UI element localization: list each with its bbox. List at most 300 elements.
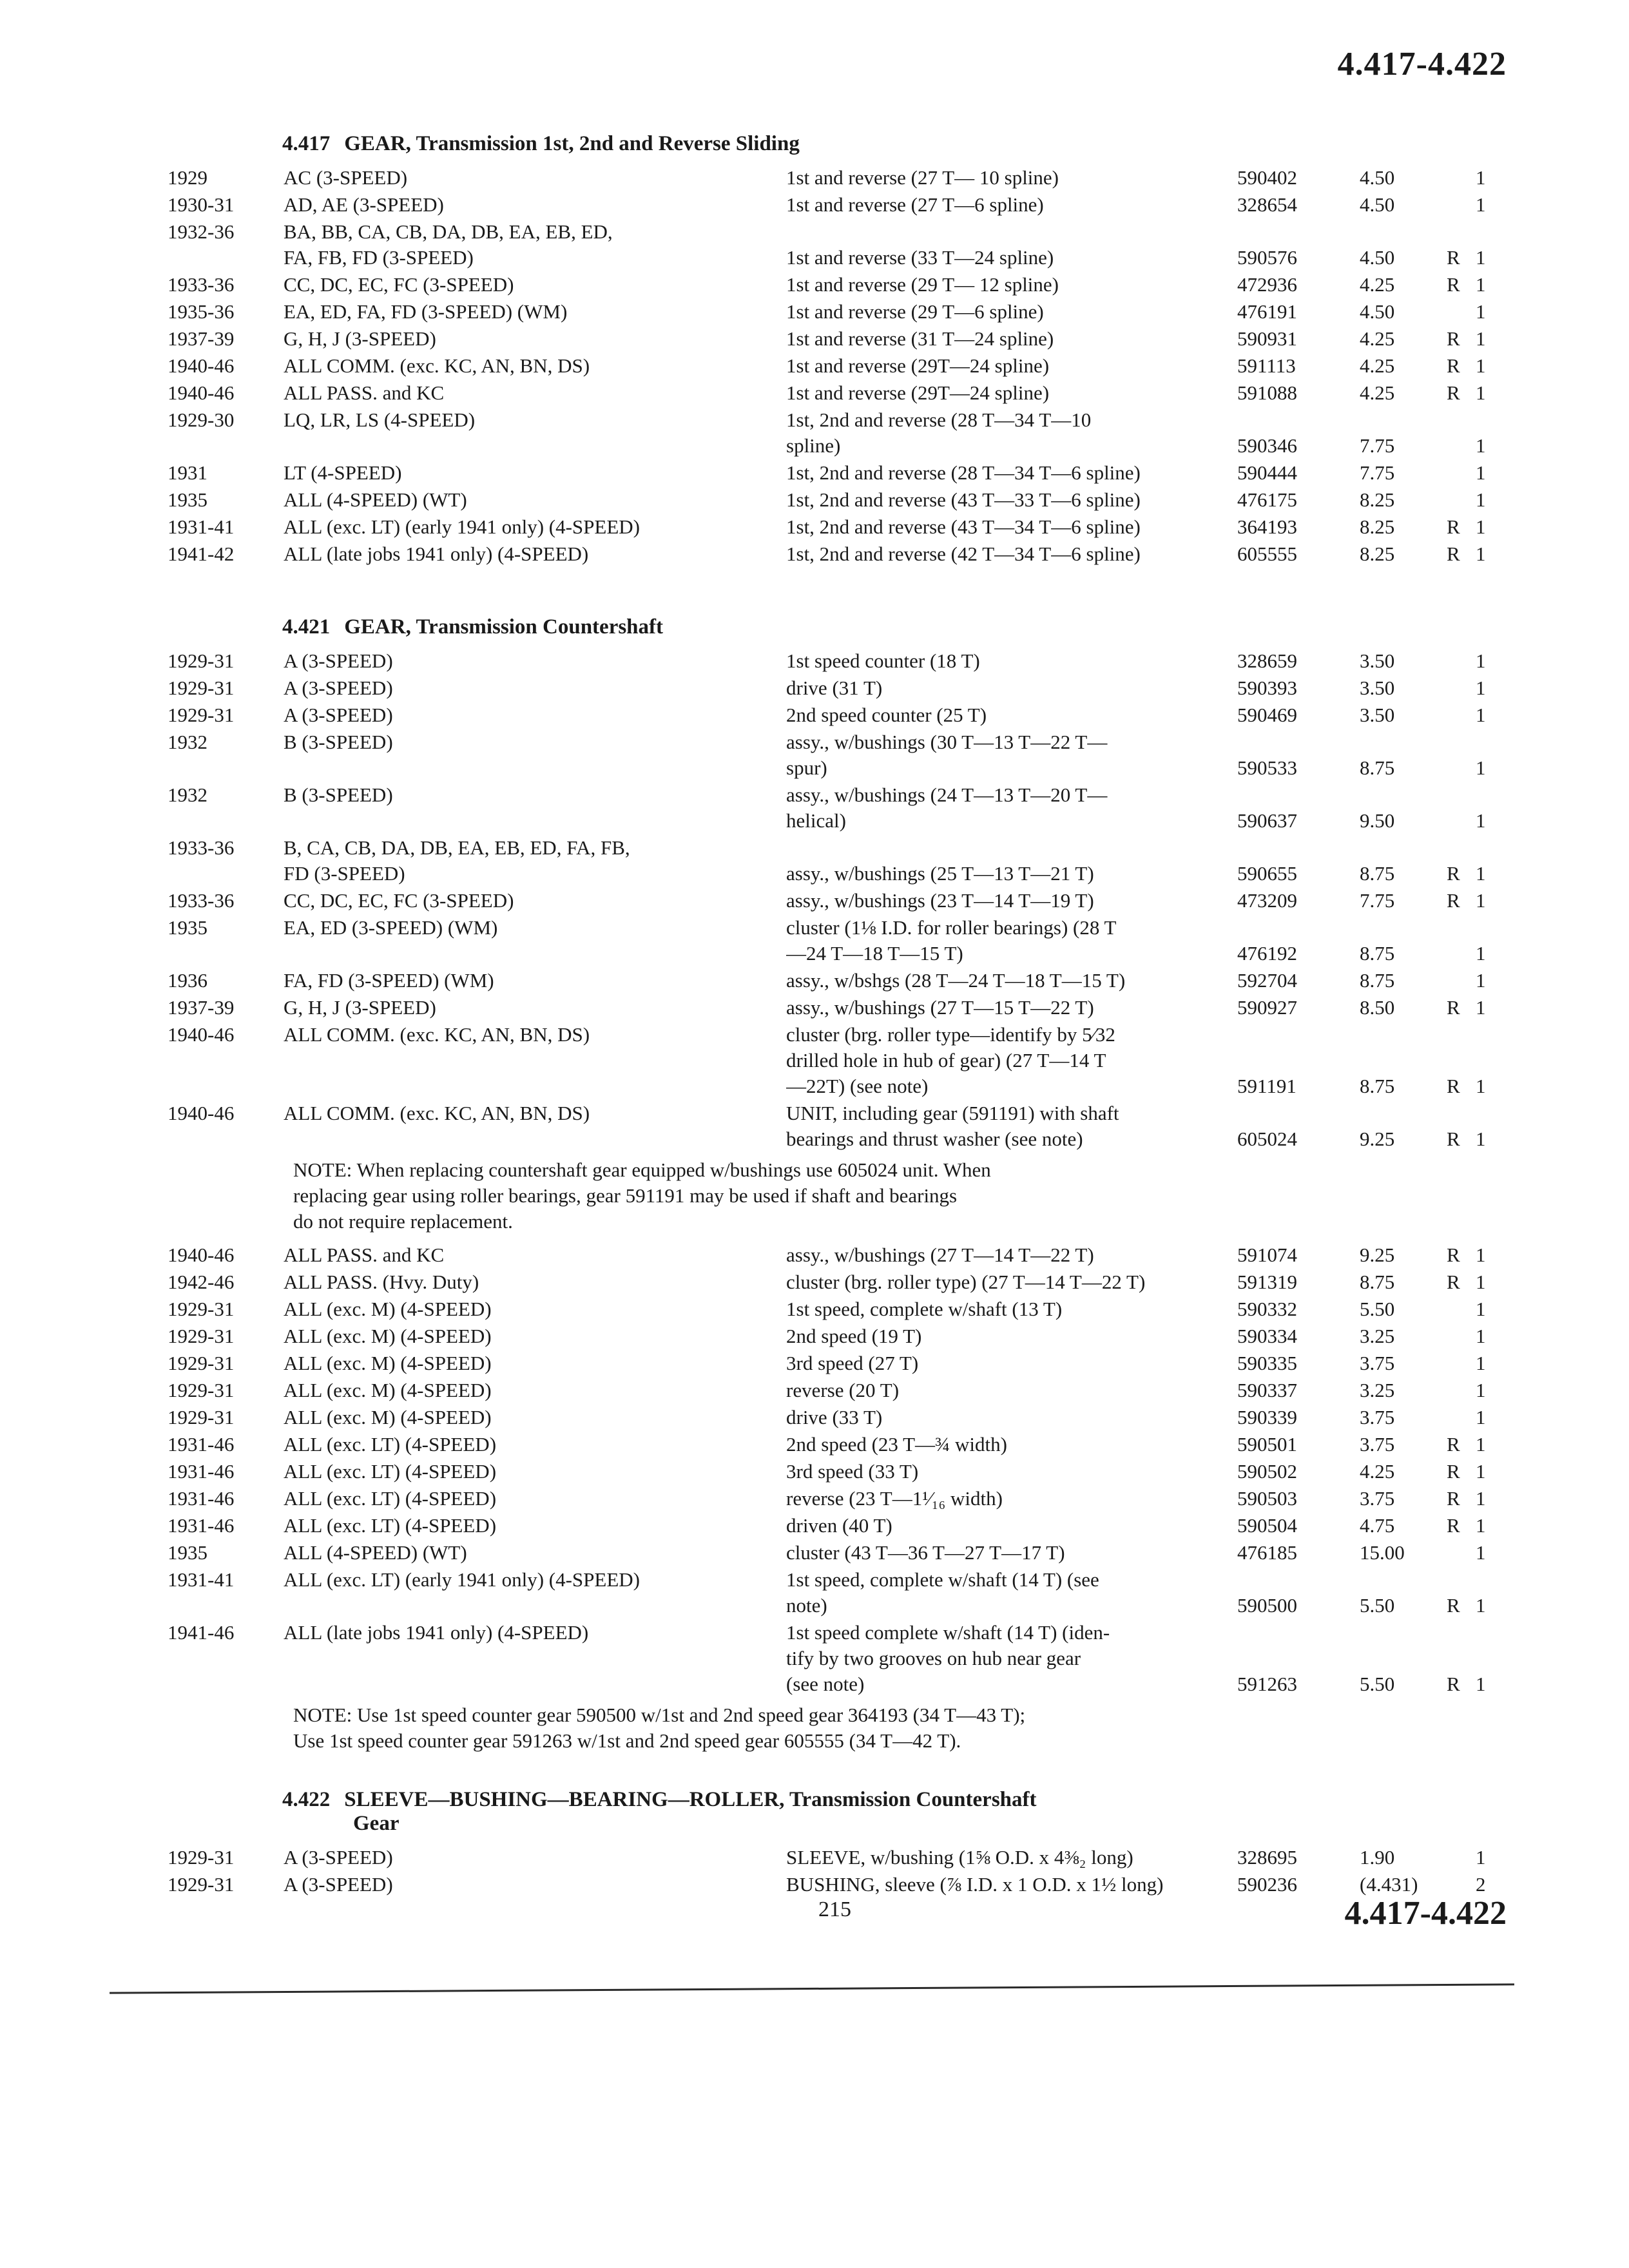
section-4-422 bbox=[168, 1788, 1534, 1899]
price-cell: 4.50 bbox=[1360, 193, 1395, 216]
part-number-cell: 590927 bbox=[1237, 996, 1297, 1019]
price-cell: 8.75 bbox=[1360, 942, 1395, 965]
description-cell: 1st, 2nd and reverse (42 T—34 T—6 spline) bbox=[786, 543, 1141, 565]
price-cell: 9.25 bbox=[1360, 1244, 1395, 1266]
model-cell: B, CA, CB, DA, DB, EA, EB, ED, FA, FB, FD (3-SPEED) bbox=[284, 836, 630, 885]
quantity-cell: 1 bbox=[1476, 381, 1486, 404]
quantity-cell: 2 bbox=[1476, 1873, 1486, 1896]
replacement-flag-cell: R bbox=[1447, 1271, 1460, 1293]
price-cell: 3.50 bbox=[1360, 649, 1395, 672]
part-number-cell: 590533 bbox=[1237, 756, 1297, 779]
model-cell: ALL (exc. LT) (4-SPEED) bbox=[284, 1433, 497, 1456]
description-cell: 1st and reverse (27 T—6 spline) bbox=[786, 193, 1044, 216]
year-cell: 1929-31 bbox=[168, 704, 235, 726]
part-number-cell: 473209 bbox=[1237, 889, 1297, 912]
table-row bbox=[168, 1022, 1534, 1100]
table-row bbox=[168, 1540, 1534, 1567]
year-cell: 1932-36 bbox=[168, 220, 235, 243]
price-cell: (4.431) bbox=[1360, 1873, 1418, 1896]
quantity-cell: 1 bbox=[1476, 889, 1486, 912]
description-cell: assy., w/bshgs (28 T—24 T—18 T—15 T) bbox=[786, 969, 1126, 992]
description-cell: 1st and reverse (31 T—24 spline) bbox=[786, 327, 1054, 350]
price-cell: 8.75 bbox=[1360, 1075, 1395, 1097]
year-cell: 1929-31 bbox=[168, 1873, 235, 1896]
part-number-cell: 328695 bbox=[1237, 1846, 1297, 1869]
price-cell: 3.50 bbox=[1360, 704, 1395, 726]
table-row bbox=[168, 380, 1534, 407]
table-row bbox=[168, 1459, 1534, 1486]
model-cell: AC (3-SPEED) bbox=[284, 166, 408, 189]
description-cell: 1st, 2nd and reverse (28 T—34 T—6 spline) bbox=[786, 461, 1141, 484]
quantity-cell: 1 bbox=[1476, 704, 1486, 726]
price-cell: 3.25 bbox=[1360, 1379, 1395, 1401]
table-row bbox=[168, 192, 1534, 219]
model-cell: A (3-SPEED) bbox=[284, 677, 393, 699]
part-number-cell: 590337 bbox=[1237, 1379, 1297, 1401]
section-heading: SLEEVE—BUSHING—BEARING—ROLLER, Transmission Countershaft bbox=[344, 1788, 1037, 1811]
quantity-cell: 1 bbox=[1476, 246, 1486, 269]
year-cell: 1941-42 bbox=[168, 543, 235, 565]
quantity-cell: 1 bbox=[1476, 434, 1486, 457]
model-cell: A (3-SPEED) bbox=[284, 1873, 393, 1896]
model-cell: ALL PASS. and KC bbox=[284, 381, 445, 404]
section-number: 4.417 bbox=[282, 132, 331, 155]
year-cell: 1935 bbox=[168, 916, 207, 939]
price-cell: 7.75 bbox=[1360, 461, 1395, 484]
price-cell: 8.25 bbox=[1360, 488, 1395, 511]
table-row bbox=[168, 487, 1534, 514]
price-cell: 4.25 bbox=[1360, 381, 1395, 404]
description-cell: drive (31 T) bbox=[786, 677, 883, 699]
page-footer-code: 4.417-4.422 bbox=[1344, 1895, 1507, 1932]
table-row bbox=[168, 1350, 1534, 1378]
page-header-code: 4.417-4.422 bbox=[1337, 46, 1507, 82]
quantity-cell: 1 bbox=[1476, 1325, 1486, 1347]
table-row bbox=[168, 995, 1534, 1022]
replacement-flag-cell: R bbox=[1447, 1460, 1460, 1483]
year-cell: 1931-46 bbox=[168, 1433, 235, 1456]
quantity-cell: 1 bbox=[1476, 354, 1486, 377]
note: NOTE: Use 1st speed counter gear 590500 w/1st and 2nd speed gear 364193 (34 T—43 T); Use 1st speed counter gear 591263 w/1st and 2nd speed gear 605555 (34 T—42 T). bbox=[293, 1704, 1026, 1752]
part-number-cell: 590637 bbox=[1237, 809, 1297, 832]
price-cell: 8.75 bbox=[1360, 862, 1395, 885]
model-cell: CC, DC, EC, FC (3-SPEED) bbox=[284, 889, 514, 912]
quantity-cell: 1 bbox=[1476, 942, 1486, 965]
model-cell: ALL PASS. and KC bbox=[284, 1244, 445, 1266]
model-cell: ALL (exc. M) (4-SPEED) bbox=[284, 1325, 492, 1347]
description-cell: 1st speed, complete w/shaft (13 T) bbox=[786, 1298, 1063, 1320]
part-number-cell: 476191 bbox=[1237, 300, 1297, 323]
model-cell: ALL (exc. LT) (4-SPEED) bbox=[284, 1514, 497, 1537]
replacement-flag-cell: R bbox=[1447, 1594, 1460, 1617]
replacement-flag-cell: R bbox=[1447, 1514, 1460, 1537]
description-cell: 1st and reverse (27 T— 10 spline) bbox=[786, 166, 1059, 189]
part-number-cell: 591319 bbox=[1237, 1271, 1297, 1293]
model-cell: EA, ED (3-SPEED) (WM) bbox=[284, 916, 498, 939]
replacement-flag-cell: R bbox=[1447, 1075, 1460, 1097]
description-cell: driven (40 T) bbox=[786, 1514, 892, 1537]
year-cell: 1932 bbox=[168, 783, 207, 806]
part-number-cell: 591191 bbox=[1237, 1075, 1296, 1097]
section-title bbox=[282, 132, 1534, 156]
section-title bbox=[282, 1788, 1534, 1836]
year-cell: 1931-46 bbox=[168, 1460, 235, 1483]
description-cell: 2nd speed (23 T—¾ width) bbox=[786, 1433, 1007, 1456]
replacement-flag-cell: R bbox=[1447, 246, 1460, 269]
note: NOTE: When replacing countershaft gear equipped w/bushings use 605024 unit. When replacing gear using roller bearings, gear 591191 may be used if shaft and bearings do not require replacement. bbox=[293, 1158, 991, 1233]
table-row bbox=[168, 1323, 1534, 1350]
description-cell: SLEEVE, w/bushing (1⅝ O.D. x 4⅜₂ long) bbox=[786, 1846, 1133, 1869]
part-number-cell: 328654 bbox=[1237, 193, 1297, 216]
price-cell: 15.00 bbox=[1360, 1541, 1405, 1564]
replacement-flag-cell: R bbox=[1447, 515, 1460, 538]
quantity-cell: 1 bbox=[1476, 756, 1486, 779]
model-cell: LQ, LR, LS (4-SPEED) bbox=[284, 408, 476, 431]
description-cell: cluster (brg. roller type—identify by 5⁄32 drilled hole in hub of gear) (27 T—14 T —22T) (see note) bbox=[786, 1023, 1115, 1097]
table-row bbox=[168, 702, 1534, 729]
table-row bbox=[168, 648, 1534, 675]
model-cell: ALL (4-SPEED) (WT) bbox=[284, 488, 467, 511]
replacement-flag-cell: R bbox=[1447, 354, 1460, 377]
model-cell: ALL COMM. (exc. KC, AN, BN, DS) bbox=[284, 1023, 590, 1046]
replacement-flag-cell: R bbox=[1447, 381, 1460, 404]
table-row bbox=[168, 1242, 1534, 1269]
price-cell: 5.50 bbox=[1360, 1298, 1395, 1320]
part-number-cell: 592704 bbox=[1237, 969, 1297, 992]
quantity-cell: 1 bbox=[1476, 300, 1486, 323]
part-number-cell: 590501 bbox=[1237, 1433, 1297, 1456]
price-cell: 1.90 bbox=[1360, 1846, 1395, 1869]
model-cell: A (3-SPEED) bbox=[284, 704, 393, 726]
model-cell: FA, FD (3-SPEED) (WM) bbox=[284, 969, 494, 992]
model-cell: ALL COMM. (exc. KC, AN, BN, DS) bbox=[284, 354, 590, 377]
price-cell: 8.25 bbox=[1360, 515, 1395, 538]
price-cell: 8.25 bbox=[1360, 543, 1395, 565]
quantity-cell: 1 bbox=[1476, 1594, 1486, 1617]
part-number-cell: 476185 bbox=[1237, 1541, 1297, 1564]
model-cell: B (3-SPEED) bbox=[284, 731, 393, 753]
model-cell: ALL (exc. LT) (early 1941 only) (4-SPEED) bbox=[284, 515, 640, 538]
model-cell: ALL (exc. LT) (early 1941 only) (4-SPEED) bbox=[284, 1568, 640, 1591]
quantity-cell: 1 bbox=[1476, 1128, 1486, 1150]
model-cell: ALL (exc. M) (4-SPEED) bbox=[284, 1352, 492, 1374]
year-cell: 1940-46 bbox=[168, 1102, 235, 1124]
table-row bbox=[168, 514, 1534, 541]
model-cell: ALL (exc. M) (4-SPEED) bbox=[284, 1298, 492, 1320]
price-cell: 7.75 bbox=[1360, 434, 1395, 457]
model-cell: BA, BB, CA, CB, DA, DB, EA, EB, ED, FA, FB, FD (3-SPEED) bbox=[284, 220, 613, 269]
part-number-cell: 590236 bbox=[1237, 1873, 1297, 1896]
section-number: 4.421 bbox=[282, 615, 331, 639]
year-cell: 1937-39 bbox=[168, 996, 235, 1019]
description-cell: 1st and reverse (29T—24 spline) bbox=[786, 381, 1050, 404]
part-number-cell: 590393 bbox=[1237, 677, 1297, 699]
part-number-cell: 590332 bbox=[1237, 1298, 1297, 1320]
price-cell: 8.50 bbox=[1360, 996, 1395, 1019]
quantity-cell: 1 bbox=[1476, 996, 1486, 1019]
quantity-cell: 1 bbox=[1476, 1298, 1486, 1320]
model-cell: ALL (late jobs 1941 only) (4-SPEED) bbox=[284, 543, 589, 565]
model-cell: ALL COMM. (exc. KC, AN, BN, DS) bbox=[284, 1102, 590, 1124]
quantity-cell: 1 bbox=[1476, 515, 1486, 538]
year-cell: 1929-31 bbox=[168, 1298, 235, 1320]
model-cell: G, H, J (3-SPEED) bbox=[284, 996, 436, 1019]
table-row bbox=[168, 835, 1534, 888]
part-number-cell: 472936 bbox=[1237, 273, 1297, 296]
part-number-cell: 605024 bbox=[1237, 1128, 1297, 1150]
model-cell: ALL PASS. (Hvy. Duty) bbox=[284, 1271, 479, 1293]
description-cell: assy., w/bushings (27 T—14 T—22 T) bbox=[786, 1244, 1094, 1266]
replacement-flag-cell: R bbox=[1447, 273, 1460, 296]
table-row bbox=[168, 541, 1534, 568]
table-row bbox=[168, 272, 1534, 299]
table-row bbox=[168, 219, 1534, 272]
description-cell: 1st speed complete w/shaft (14 T) (iden- tify by two grooves on hub near gear (see note) bbox=[786, 1621, 1110, 1695]
quantity-cell: 1 bbox=[1476, 193, 1486, 216]
price-cell: 3.75 bbox=[1360, 1487, 1395, 1510]
description-cell: assy., w/bushings (23 T—14 T—19 T) bbox=[786, 889, 1094, 912]
part-number-cell: 590334 bbox=[1237, 1325, 1297, 1347]
year-cell: 1940-46 bbox=[168, 381, 235, 404]
table-row bbox=[168, 1296, 1534, 1323]
price-cell: 5.50 bbox=[1360, 1594, 1395, 1617]
quantity-cell: 1 bbox=[1476, 649, 1486, 672]
quantity-cell: 1 bbox=[1476, 327, 1486, 350]
parts-list bbox=[168, 1242, 1534, 1698]
parts-list bbox=[168, 1845, 1534, 1899]
section-title bbox=[282, 615, 1534, 639]
description-cell: assy., w/bushings (25 T—13 T—21 T) bbox=[786, 862, 1094, 885]
year-cell: 1933-36 bbox=[168, 889, 235, 912]
price-cell: 3.25 bbox=[1360, 1325, 1395, 1347]
table-row bbox=[168, 782, 1534, 835]
description-cell: 1st and reverse (29 T— 12 spline) bbox=[786, 273, 1059, 296]
year-cell: 1933-36 bbox=[168, 273, 235, 296]
table-row bbox=[168, 460, 1534, 487]
quantity-cell: 1 bbox=[1476, 862, 1486, 885]
part-number-cell: 476192 bbox=[1237, 942, 1297, 965]
replacement-flag-cell: R bbox=[1447, 889, 1460, 912]
description-cell: cluster (43 T—36 T—27 T—17 T) bbox=[786, 1541, 1065, 1564]
part-number-cell: 328659 bbox=[1237, 649, 1297, 672]
quantity-cell: 1 bbox=[1476, 1244, 1486, 1266]
description-cell: 1st, 2nd and reverse (28 T—34 T—10 spline) bbox=[786, 408, 1092, 457]
table-row bbox=[168, 675, 1534, 702]
model-cell: ALL (4-SPEED) (WT) bbox=[284, 1541, 467, 1564]
model-cell: CC, DC, EC, FC (3-SPEED) bbox=[284, 273, 514, 296]
description-cell: 1st and reverse (29T—24 spline) bbox=[786, 354, 1050, 377]
table-row bbox=[168, 1100, 1534, 1153]
quantity-cell: 1 bbox=[1476, 1075, 1486, 1097]
year-cell: 1935 bbox=[168, 1541, 207, 1564]
description-cell: 1st, 2nd and reverse (43 T—33 T—6 spline) bbox=[786, 488, 1141, 511]
year-cell: 1940-46 bbox=[168, 1023, 235, 1046]
part-number-cell: 590339 bbox=[1237, 1406, 1297, 1428]
year-cell: 1932 bbox=[168, 731, 207, 753]
year-cell: 1940-46 bbox=[168, 354, 235, 377]
year-cell: 1935 bbox=[168, 488, 207, 511]
year-cell: 1931-46 bbox=[168, 1487, 235, 1510]
replacement-flag-cell: R bbox=[1447, 862, 1460, 885]
table-row bbox=[168, 407, 1534, 460]
description-cell: BUSHING, sleeve (⅞ I.D. x 1 O.D. x 1½ long) bbox=[786, 1873, 1164, 1896]
quantity-cell: 1 bbox=[1476, 969, 1486, 992]
price-cell: 7.75 bbox=[1360, 889, 1395, 912]
description-cell: reverse (23 T—1¹⁄₁₆ width) bbox=[786, 1487, 1003, 1510]
part-number-cell: 590469 bbox=[1237, 704, 1297, 726]
bottom-rule bbox=[110, 1983, 1514, 1994]
model-cell: G, H, J (3-SPEED) bbox=[284, 327, 436, 350]
quantity-cell: 1 bbox=[1476, 488, 1486, 511]
part-number-cell: 590504 bbox=[1237, 1514, 1297, 1537]
year-cell: 1931-41 bbox=[168, 515, 235, 538]
quantity-cell: 1 bbox=[1476, 1460, 1486, 1483]
quantity-cell: 1 bbox=[1476, 809, 1486, 832]
quantity-cell: 1 bbox=[1476, 543, 1486, 565]
year-cell: 1929-31 bbox=[168, 1379, 235, 1401]
table-row bbox=[168, 1432, 1534, 1459]
table-row bbox=[168, 165, 1534, 192]
description-cell: 2nd speed counter (25 T) bbox=[786, 704, 987, 726]
replacement-flag-cell: R bbox=[1447, 1244, 1460, 1266]
section-number: 4.422 bbox=[282, 1788, 331, 1811]
year-cell: 1937-39 bbox=[168, 327, 235, 350]
quantity-cell: 1 bbox=[1476, 461, 1486, 484]
description-cell: drive (33 T) bbox=[786, 1406, 883, 1428]
part-number-cell: 590931 bbox=[1237, 327, 1297, 350]
replacement-flag-cell: R bbox=[1447, 1433, 1460, 1456]
table-row bbox=[168, 1620, 1534, 1698]
part-number-cell: 591088 bbox=[1237, 381, 1297, 404]
model-cell: ALL (exc. LT) (4-SPEED) bbox=[284, 1460, 497, 1483]
model-cell: ALL (exc. LT) (4-SPEED) bbox=[284, 1487, 497, 1510]
table-row bbox=[168, 729, 1534, 782]
year-cell: 1929-31 bbox=[168, 1406, 235, 1428]
model-cell: B (3-SPEED) bbox=[284, 783, 393, 806]
year-cell: 1929-31 bbox=[168, 677, 235, 699]
model-cell: EA, ED, FA, FD (3-SPEED) (WM) bbox=[284, 300, 568, 323]
description-cell: 1st and reverse (33 T—24 spline) bbox=[786, 246, 1054, 269]
part-number-cell: 590503 bbox=[1237, 1487, 1297, 1510]
year-cell: 1929-31 bbox=[168, 649, 235, 672]
description-cell: assy., w/bushings (27 T—15 T—22 T) bbox=[786, 996, 1094, 1019]
description-cell: cluster (1⅛ I.D. for roller bearings) (28 T —24 T—18 T—15 T) bbox=[786, 916, 1117, 965]
table-row bbox=[168, 968, 1534, 995]
part-number-cell: 590335 bbox=[1237, 1352, 1297, 1374]
quantity-cell: 1 bbox=[1476, 1673, 1486, 1695]
part-number-cell: 590346 bbox=[1237, 434, 1297, 457]
price-cell: 8.75 bbox=[1360, 756, 1395, 779]
quantity-cell: 1 bbox=[1476, 1271, 1486, 1293]
description-cell: 1st and reverse (29 T—6 spline) bbox=[786, 300, 1044, 323]
model-cell: AD, AE (3-SPEED) bbox=[284, 193, 444, 216]
price-cell: 3.50 bbox=[1360, 677, 1395, 699]
quantity-cell: 1 bbox=[1476, 1352, 1486, 1374]
price-cell: 4.50 bbox=[1360, 300, 1395, 323]
year-cell: 1930-31 bbox=[168, 193, 235, 216]
part-number-cell: 476175 bbox=[1237, 488, 1297, 511]
quantity-cell: 1 bbox=[1476, 1541, 1486, 1564]
year-cell: 1941-46 bbox=[168, 1621, 235, 1644]
price-cell: 3.75 bbox=[1360, 1433, 1395, 1456]
parts-list bbox=[168, 648, 1534, 1153]
part-number-cell: 590576 bbox=[1237, 246, 1297, 269]
quantity-cell: 1 bbox=[1476, 1846, 1486, 1869]
year-cell: 1929-31 bbox=[168, 1846, 235, 1869]
table-row bbox=[168, 353, 1534, 380]
price-cell: 4.25 bbox=[1360, 354, 1395, 377]
description-cell: assy., w/bushings (24 T—13 T—20 T— helical) bbox=[786, 783, 1108, 832]
section-4-421 bbox=[168, 615, 1534, 1762]
table-row bbox=[168, 888, 1534, 915]
model-cell: LT (4-SPEED) bbox=[284, 461, 402, 484]
year-cell: 1931-41 bbox=[168, 1568, 235, 1591]
description-cell: 3rd speed (27 T) bbox=[786, 1352, 919, 1374]
description-cell: 2nd speed (19 T) bbox=[786, 1325, 922, 1347]
part-number-cell: 591263 bbox=[1237, 1673, 1297, 1695]
table-row bbox=[168, 299, 1534, 326]
quantity-cell: 1 bbox=[1476, 273, 1486, 296]
price-cell: 4.75 bbox=[1360, 1514, 1395, 1537]
model-cell: ALL (exc. M) (4-SPEED) bbox=[284, 1379, 492, 1401]
replacement-flag-cell: R bbox=[1447, 1673, 1460, 1695]
part-number-cell: 364193 bbox=[1237, 515, 1297, 538]
table-row bbox=[168, 1486, 1534, 1513]
year-cell: 1940-46 bbox=[168, 1244, 235, 1266]
part-number-cell: 590444 bbox=[1237, 461, 1297, 484]
description-cell: UNIT, including gear (591191) with shaft bearings and thrust washer (see note) bbox=[786, 1102, 1119, 1150]
table-row bbox=[168, 1872, 1534, 1899]
model-cell: A (3-SPEED) bbox=[284, 1846, 393, 1869]
replacement-flag-cell: R bbox=[1447, 543, 1460, 565]
page-number: 215 bbox=[818, 1898, 851, 1921]
replacement-flag-cell: R bbox=[1447, 1128, 1460, 1150]
price-cell: 4.25 bbox=[1360, 1460, 1395, 1483]
part-number-cell: 590655 bbox=[1237, 862, 1297, 885]
quantity-cell: 1 bbox=[1476, 1379, 1486, 1401]
quantity-cell: 1 bbox=[1476, 1514, 1486, 1537]
table-row bbox=[168, 1405, 1534, 1432]
model-cell: ALL (late jobs 1941 only) (4-SPEED) bbox=[284, 1621, 589, 1644]
table-row bbox=[168, 326, 1534, 353]
description-cell: assy., w/bushings (30 T—13 T—22 T— spur) bbox=[786, 731, 1108, 779]
table-row bbox=[168, 1845, 1534, 1872]
description-cell: cluster (brg. roller type) (27 T—14 T—22 T) bbox=[786, 1271, 1146, 1293]
year-cell: 1929-31 bbox=[168, 1325, 235, 1347]
part-number-cell: 590502 bbox=[1237, 1460, 1297, 1483]
price-cell: 4.25 bbox=[1360, 273, 1395, 296]
year-cell: 1929-30 bbox=[168, 408, 235, 431]
section-heading: GEAR, Transmission 1st, 2nd and Reverse Sliding bbox=[344, 132, 800, 155]
quantity-cell: 1 bbox=[1476, 1433, 1486, 1456]
description-cell: 1st, 2nd and reverse (43 T—34 T—6 spline) bbox=[786, 515, 1141, 538]
year-cell: 1931-46 bbox=[168, 1514, 235, 1537]
section-heading: GEAR, Transmission Countershaft bbox=[344, 615, 664, 639]
year-cell: 1933-36 bbox=[168, 836, 235, 859]
part-number-cell: 591074 bbox=[1237, 1244, 1297, 1266]
price-cell: 4.50 bbox=[1360, 166, 1395, 189]
price-cell: 8.75 bbox=[1360, 969, 1395, 992]
quantity-cell: 1 bbox=[1476, 166, 1486, 189]
year-cell: 1929-31 bbox=[168, 1352, 235, 1374]
section-4-417 bbox=[168, 132, 1534, 568]
part-number-cell: 591113 bbox=[1237, 354, 1296, 377]
price-cell: 3.75 bbox=[1360, 1406, 1395, 1428]
replacement-flag-cell: R bbox=[1447, 1487, 1460, 1510]
price-cell: 3.75 bbox=[1360, 1352, 1395, 1374]
quantity-cell: 1 bbox=[1476, 1406, 1486, 1428]
price-cell: 4.50 bbox=[1360, 246, 1395, 269]
